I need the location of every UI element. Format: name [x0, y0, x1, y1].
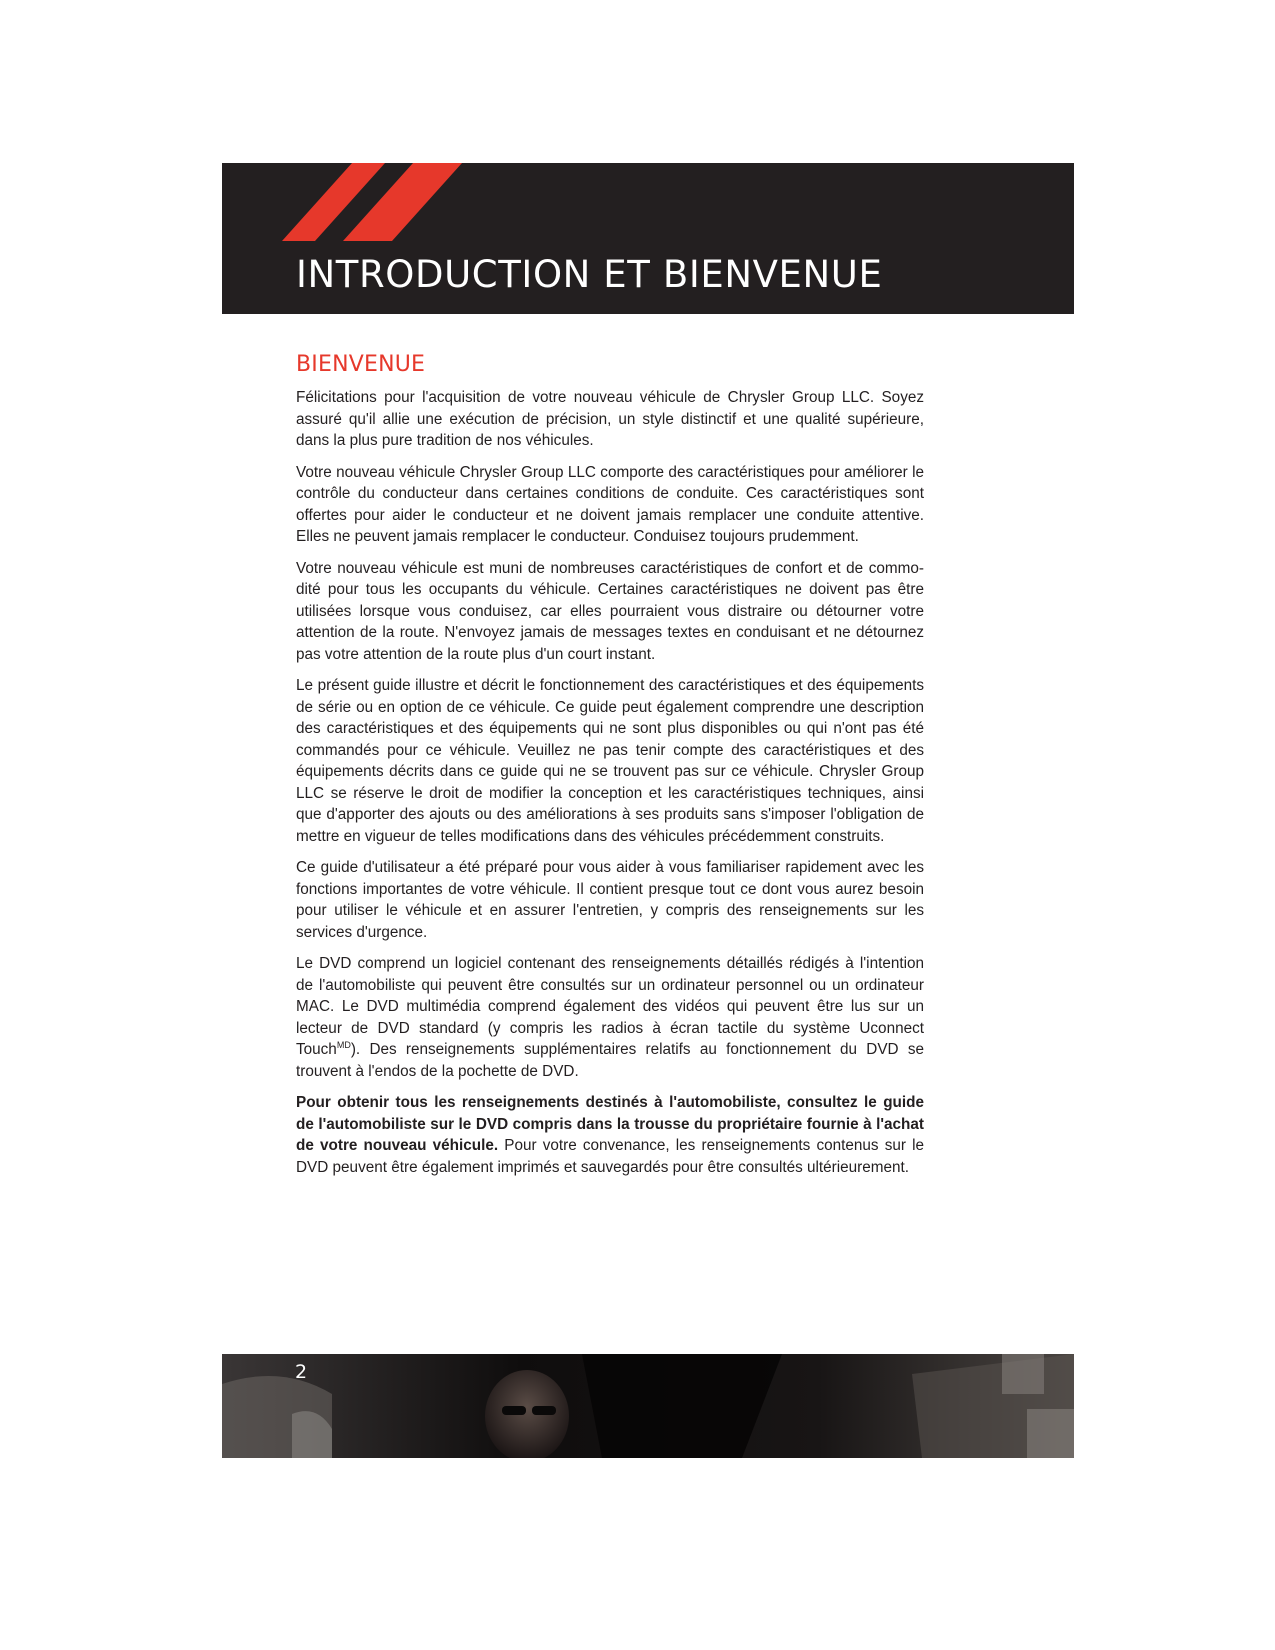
paragraph-guide-description: Le présent guide illustre et décrit le fonctionnement des caractéristiques et des équipements de série ou en option de ce véhicule. Ce guide peut également comprendre une description des caractéristiques et des équipements qui ne sont plus disponibles ou qui n'ont pas été commandés pour ce véhicule. Veuillez ne pas tenir compte des caractéristiques et des équipements décrits dans ce guide qui ne se trouvent pas sur ce véhicule. Chrysler Group LLC se réserve le droit de modifier la conception et les caractéristiques techniques, ainsi que d'apporter des ajouts ou des améliorations à ses produits sans s'imposer l'obligation de mettre en vigueur de telles modifications dans des véhicules précédemment construits.	[296, 677, 924, 845]
header-band	[222, 163, 1074, 314]
footer-photo-driver-image	[222, 1354, 1074, 1458]
paragraph-dvd-info	[296, 953, 924, 1082]
paragraph-comfort-features: Votre nouveau véhicule est muni de nombreuses caractéristiques de confort et de commodité pour tous les occupants du véhicule. Certaines caractéristiques ne doivent pas être utilisées lorsque vous conduisez, car elles pourraient vous distraire ou détourner votre attention de la route. N'envoyez jamais de messages textes en conduisant et ne détournez pas votre attention de la route plus d'un court instant.	[296, 559, 924, 663]
dvd-text-end: ). Des renseignements supplémentaires relatifs au fonctionnement du DVD se trouvent à l'endos de la pochette de DVD.	[296, 1041, 924, 1080]
page-number: 2	[295, 1361, 308, 1383]
paragraph-driver-control: Votre nouveau véhicule Chrysler Group LLC comporte des caractéristiques pour améliorer le contrôle du conducteur dans certaines conditions de conduite. Ces caractéristiques sont offertes pour aider le conducteur et ne doivent jamais remplacer une conduite attentive. Elles ne peuvent jamais remplacer le conducteur. Conduisez toujours prudemment.	[296, 463, 924, 545]
owner-manual-note-bold: Pour obtenir tous les renseignements destinés à l'automobiliste, consultez le guide de l'automobiliste sur le DVD compris dans la trousse du propriétaire fournie à l'achat de votre nouveau véhicule.	[296, 1094, 924, 1154]
paragraph-congratulations: Félicitations pour l'acquisition de votre nouveau véhicule de Chrysler Group LLC. Soyez assuré qu'il allie une exécution de précision, un style distinctif et une qualité supérieure, dans la plus pure tradition de nos véhicules.	[296, 389, 924, 449]
footer-photo-band	[222, 1354, 1074, 1458]
chapter-title: INTRODUCTION ET BIENVENUE	[296, 253, 883, 296]
trademark-superscript: MD	[336, 1039, 351, 1050]
main-content	[296, 352, 924, 1188]
owner-manual-note-rest: Pour votre convenance, les renseignements contenus sur le DVD peuvent être également imprimés et sauvegardés pour être consultés ultérieurement.	[296, 1137, 925, 1176]
section-title: BIENVENUE	[296, 352, 426, 377]
dvd-text-start: Le DVD comprend un logiciel contenant des renseignements détaillés rédigés à l'intention de l'automobiliste qui peuvent être consultés sur un ordinateur personnel ou un ordinateur MAC. Le DVD multimédia comprend également des vidéos qui peuvent être lus sur un lecteur de DVD standard (y compris les radios à écran tactile du système Uconnect Touch	[296, 955, 924, 1058]
paragraph-user-guide-purpose: Ce guide d'utilisateur a été préparé pour vous aider à vous familiariser rapidement avec les fonctions importantes de votre véhicule. Il contient presque tout ce dont vous aurez besoin pour utiliser le véhicule et en assurer l'entretien, y compris des renseignements sur les services d'urgence.	[296, 859, 924, 941]
paragraph-owner-manual-note	[296, 1092, 924, 1178]
